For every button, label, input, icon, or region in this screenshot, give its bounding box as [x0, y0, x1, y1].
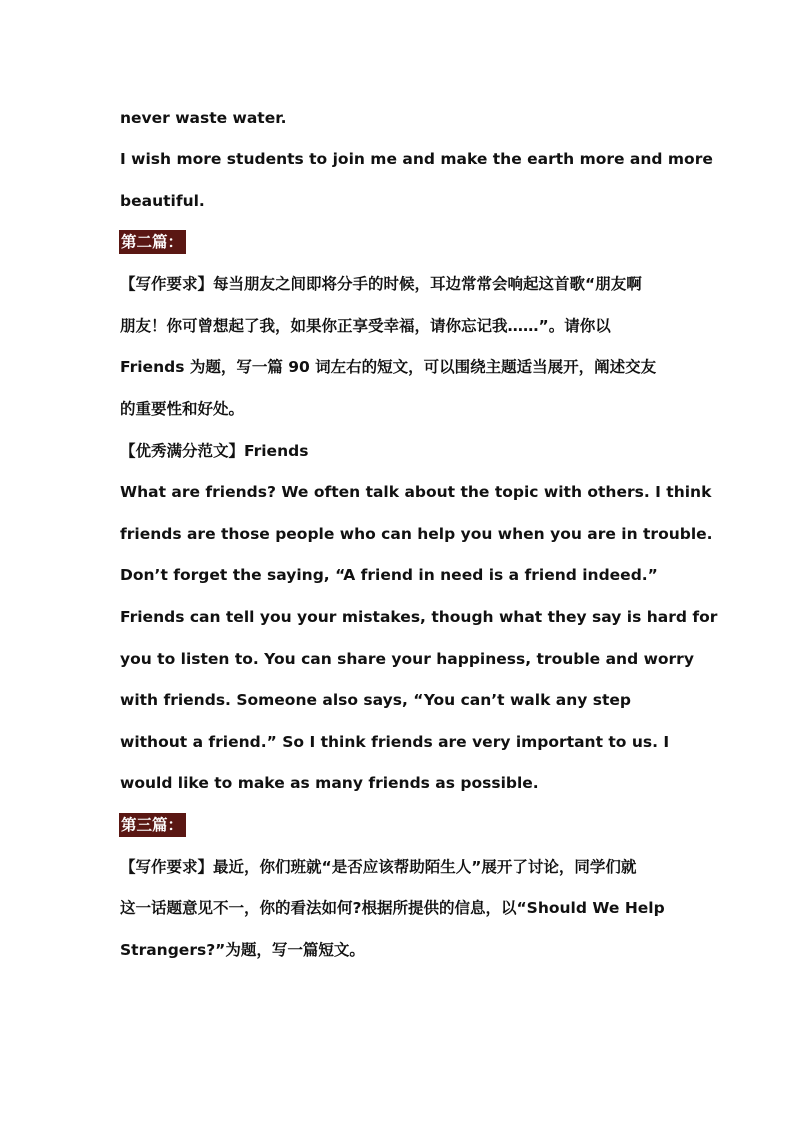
sample-line: with friends. Someone also says, “You can’t walk any step: [120, 691, 632, 709]
prompt-line: Friends 为题，写一篇 90 词左右的短文，可以围绕主题适当展开，阐述交友: [120, 358, 657, 376]
prompt-line: 这一话题意见不一，你的看法如何?根据所提供的信息，以“Should We Help: [120, 899, 665, 917]
prompt-line: Strangers?”为题，写一篇短文。: [120, 941, 365, 959]
essay-line: beautiful.: [120, 192, 205, 210]
sample-line: friends are those people who can help you when you are in trouble.: [120, 525, 713, 543]
sample-line: without a friend.” So I think friends are very important to us. I: [120, 733, 670, 751]
sample-line: would like to make as many friends as possible.: [120, 774, 539, 792]
prompt-line: 的重要性和好处。: [120, 400, 245, 418]
section-heading-3: 第三篇：: [119, 813, 186, 837]
essay-line: I wish more students to join me and make the earth more and more: [120, 150, 713, 168]
essay-line: never waste water.: [120, 109, 287, 127]
sample-line: Don’t forget the saying, “A friend in need is a friend indeed.”: [120, 566, 658, 584]
section-heading-2: 第二篇：: [119, 230, 186, 254]
sample-line: What are friends? We often talk about the topic with others. I think: [120, 483, 712, 501]
sample-essay-title: 【优秀满分范文】Friends: [120, 442, 309, 460]
prompt-line: 朋友！你可曾想起了我，如果你正享受幸福，请你忘记我……”。请你以: [120, 317, 611, 335]
prompt-line: 【写作要求】每当朋友之间即将分手的时候，耳边常常会响起这首歌“朋友啊: [120, 275, 642, 293]
sample-line: you to listen to. You can share your happiness, trouble and worry: [120, 650, 694, 668]
sample-line: Friends can tell you your mistakes, though what they say is hard for: [120, 608, 718, 626]
prompt-line: 【写作要求】最近，你们班就“是否应该帮助陌生人”展开了讨论，同学们就: [120, 858, 637, 876]
